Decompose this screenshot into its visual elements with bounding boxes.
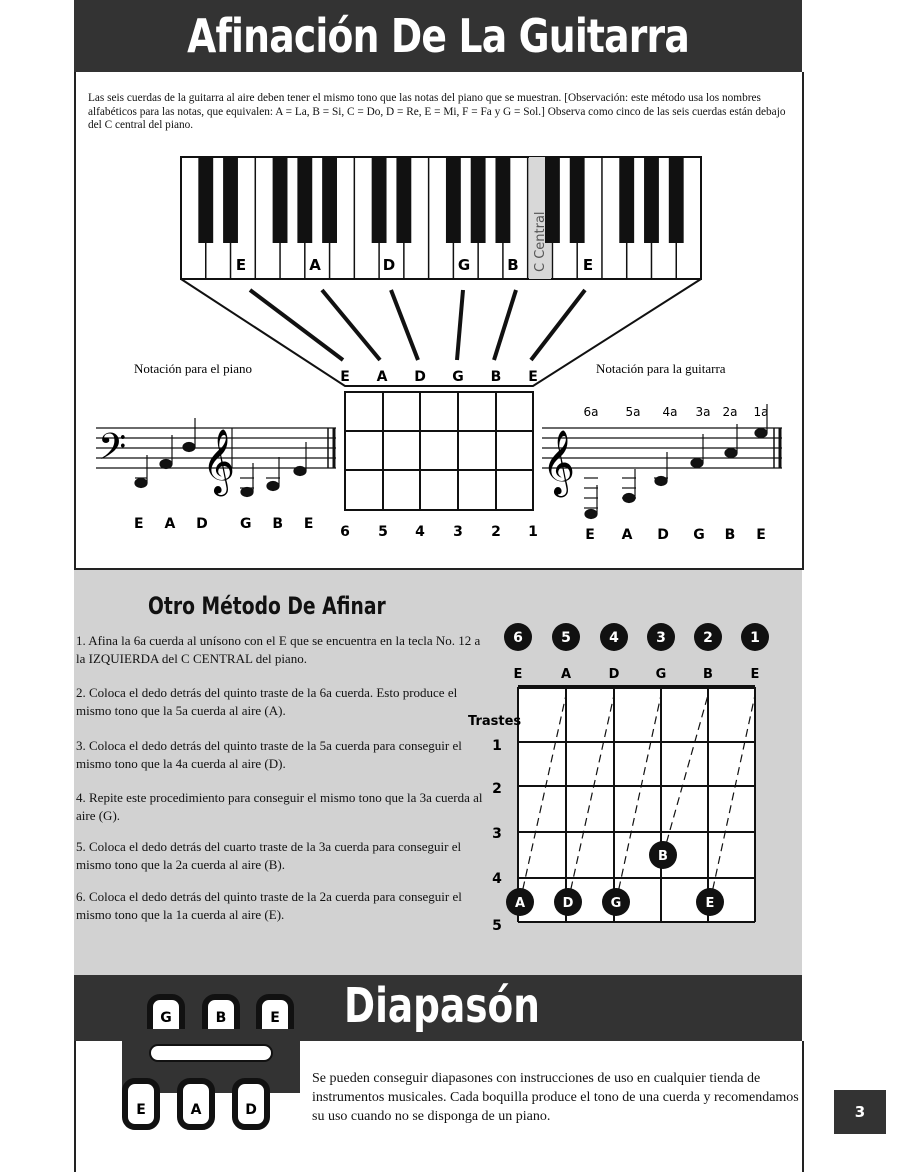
pitch-pipe-note: D: [245, 1102, 257, 1118]
string-note: B: [703, 667, 713, 682]
fretboard-grid: [345, 392, 533, 510]
black-key: [669, 157, 684, 243]
page-number: 3: [834, 1090, 886, 1134]
piano-note: D: [382, 256, 396, 274]
pitch-pipe-slot: [150, 1045, 272, 1061]
finger-dot-label: G: [610, 896, 622, 911]
black-key: [570, 157, 585, 243]
string-number: 3: [453, 524, 463, 540]
guitar-staff-note: E: [756, 527, 766, 543]
string-circle-number: 4: [609, 630, 619, 646]
black-key: [471, 157, 486, 243]
fan-note: E: [528, 369, 538, 385]
piano-note: A: [309, 256, 321, 274]
black-key: [322, 157, 337, 243]
section1-title: Afinación De La Guitarra: [187, 9, 689, 63]
fret-numbers: [492, 738, 502, 934]
pitch-pipe-note: E: [136, 1102, 146, 1118]
guitar-string-labels: [584, 405, 769, 419]
string-numbers: [340, 524, 538, 540]
fan-lines: [250, 290, 585, 360]
black-key: [372, 157, 387, 243]
guitar-string-label: 6a: [583, 405, 599, 419]
guitar-staff-note: E: [585, 527, 595, 543]
guitar-staff-note: B: [724, 527, 736, 543]
pitch-pipe-note: A: [190, 1102, 202, 1118]
string-circle-number: 1: [750, 630, 760, 646]
black-key: [297, 157, 312, 243]
step-2: 2. Coloca el dedo detrás del quinto traste de la 6a cuerda. Esto produce el mismo tono que la 5a cuerda al aire (A).: [76, 685, 458, 718]
section2-title: Otro Método De Afinar: [148, 592, 386, 620]
piano-notation-label: Notación para el piano: [134, 361, 253, 376]
fan-note: E: [340, 369, 350, 385]
guitar-staff-note: D: [657, 527, 669, 543]
black-key: [223, 157, 238, 243]
finger-dot-label: D: [562, 896, 574, 911]
fret-number: 4: [492, 871, 502, 887]
black-key: [396, 157, 411, 243]
pitch-pipe-icon: [0, 975, 320, 1172]
guitar-string-label: 1a: [753, 405, 769, 419]
bass-clef-icon: 𝄢: [98, 426, 127, 477]
section3-text: Se pueden conseguir diapasones con instrucciones de uso en cualquier tienda de instrumentos musicales. Cada boquilla produce el tono de una cuerda y recomendamos su uso cuando no se disponga de un piano.: [312, 1071, 799, 1124]
guitar-staff-notes-drawn: [584, 404, 767, 519]
pitch-pipe-note: B: [215, 1010, 227, 1026]
step-3: 3. Coloca el dedo detrás del quinto traste de la 5a cuerda para conseguir el mismo tono que la 4a cuerda al aire (D).: [76, 738, 462, 771]
string-circle-number: 6: [513, 630, 523, 646]
piano-note: E: [582, 256, 594, 274]
fan-note: A: [376, 369, 388, 385]
piano-staff-notes-bass: E A D: [134, 516, 216, 532]
finger-dot-label: E: [705, 896, 715, 911]
black-key: [198, 157, 213, 243]
fret-number: 1: [492, 738, 502, 754]
finger-dot-label: B: [658, 849, 668, 864]
pitch-pipe-note: E: [270, 1010, 280, 1026]
fretboard-diagram: [0, 570, 900, 975]
piano-staff-notes-treble: G B E: [240, 516, 322, 532]
string-note: G: [655, 667, 667, 682]
piano-note: E: [235, 256, 247, 274]
string-number: 1: [528, 524, 538, 540]
section1-intro: Las seis cuerdas de la guitarra al aire deben tener el mismo tono que las notas del piano que se muestran. [Observación: este método usa los nombres alfabéticos para las notas, que equivalen: A = La, B = Si, C = Do, D = Re, E = Mi, F = Fa y G = Sol.] Observa como cinco de las seis cuerdas están debajo del C central del piano.: [88, 92, 786, 132]
guitar-string-label: 3a: [695, 405, 711, 419]
black-key: [446, 157, 461, 243]
string-number: 6: [340, 524, 350, 540]
string-number: 2: [491, 524, 501, 540]
black-key: [495, 157, 510, 243]
black-key: [273, 157, 288, 243]
string-notes: [514, 667, 760, 682]
fret-number: 2: [492, 781, 502, 797]
string-circle-number: 3: [656, 630, 666, 646]
guitar-staff-note: A: [621, 527, 633, 543]
fan-note: B: [490, 369, 502, 385]
fretboard-background: [518, 687, 755, 922]
string-circle-numbers: [513, 630, 760, 646]
string-note: E: [750, 667, 760, 682]
piano-note: G: [457, 256, 471, 274]
string-note: D: [608, 667, 620, 682]
guitar-string-label: 2a: [722, 405, 738, 419]
fret-number: 3: [492, 826, 502, 842]
string-circle-number: 5: [561, 630, 571, 646]
string-number: 4: [415, 524, 425, 540]
fan-note: D: [414, 369, 426, 385]
section3-title: Diapasón: [344, 978, 540, 1034]
black-key: [619, 157, 634, 243]
string-number: 5: [378, 524, 388, 540]
fan-note: G: [452, 369, 464, 385]
string-circles: [504, 623, 769, 651]
pitch-pipe-note: G: [160, 1010, 172, 1026]
piano-note: B: [507, 256, 519, 274]
fan-notes: [340, 369, 538, 385]
guitar-staff-notes: [585, 527, 766, 543]
treble-clef-icon: 𝄞: [202, 429, 236, 494]
finger-dot-label: A: [514, 896, 526, 911]
fret-number: 5: [492, 918, 502, 934]
treble-clef-icon: 𝄞: [542, 430, 576, 495]
middle-c-label: C Central: [533, 211, 548, 272]
guitar-staff: [542, 428, 782, 468]
string-note: A: [560, 667, 572, 682]
step-5: 5. Coloca el dedo detrás del cuarto traste de la 3a cuerda para conseguir el mismo tono que la 2a cuerda al aire (B).: [76, 839, 462, 872]
guitar-string-label: 4a: [662, 405, 678, 419]
guitar-notation-label: Notación para la guitarra: [596, 361, 726, 376]
guitar-staff-note: G: [693, 527, 705, 543]
frets-label: Trastes: [468, 714, 522, 729]
step-1: 1. Afina la 6a cuerda al unísono con el E que se encuentra en la tecla No. 12 a la IZQUIERDA del C CENTRAL del piano.: [76, 633, 481, 666]
string-circle-number: 2: [703, 630, 713, 646]
string-note: E: [513, 667, 523, 682]
black-key: [644, 157, 659, 243]
step-6: 6. Coloca el dedo detrás del quinto traste de la 2a cuerda para conseguir el mismo tono que la 1a cuerda al aire (E).: [76, 889, 462, 922]
piano-guitar-diagram: [0, 0, 900, 570]
step-4: 4. Repite este procedimiento para conseguir el mismo tono que la 3a cuerda al aire (G).: [76, 790, 483, 823]
guitar-string-label: 5a: [625, 405, 641, 419]
